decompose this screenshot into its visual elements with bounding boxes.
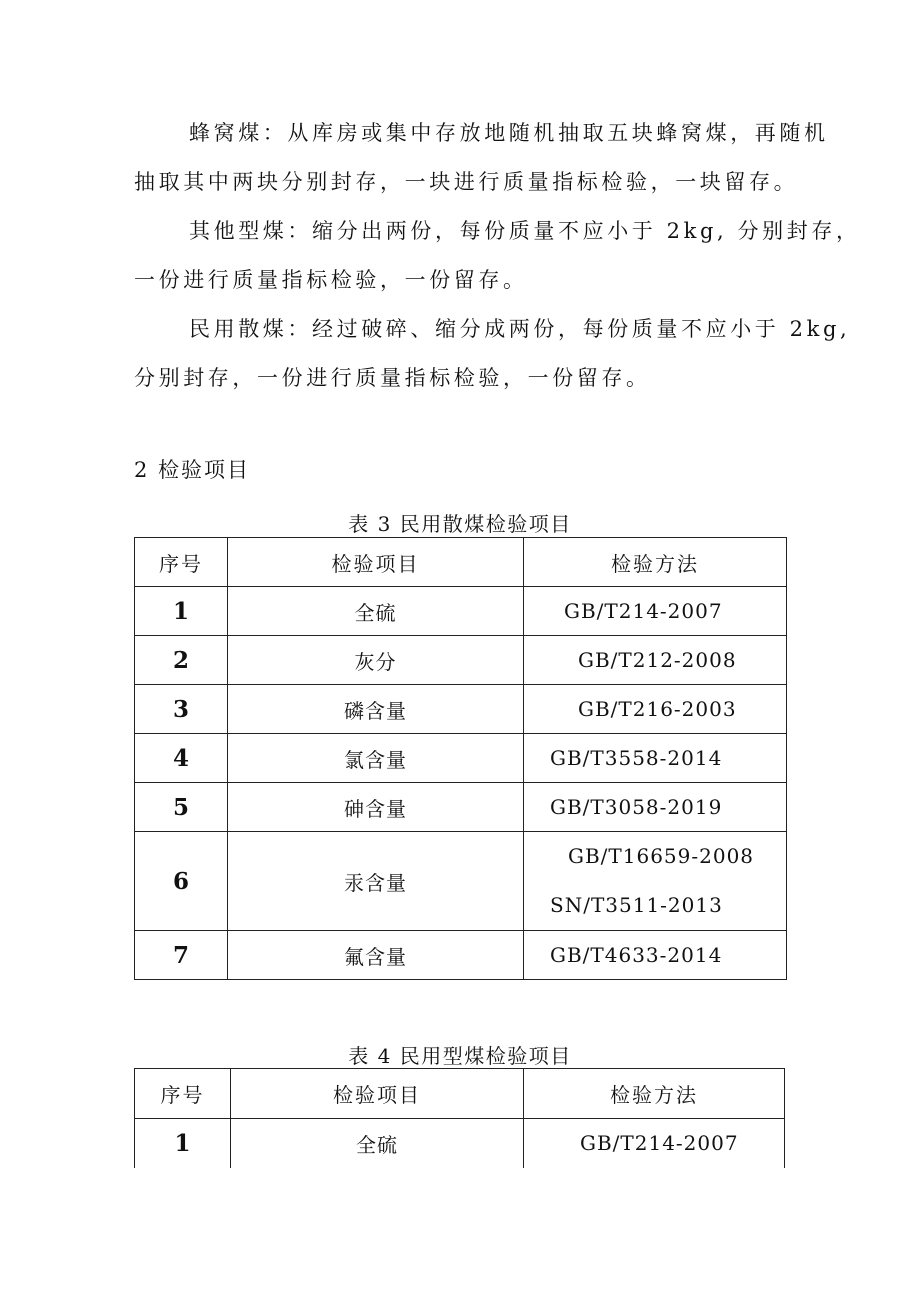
row-number: 3 bbox=[135, 685, 228, 734]
table3-caption: 表 3 民用散煤检验项目 bbox=[348, 512, 572, 536]
test-item: 磷含量 bbox=[228, 685, 524, 734]
row-number: 6 bbox=[135, 832, 228, 931]
test-item: 汞含量 bbox=[228, 832, 524, 931]
table4 bbox=[134, 1068, 785, 1168]
table3-header-no: 序号 bbox=[135, 538, 228, 587]
paragraph-honeycomb-line-2: 抽取其中两块分别封存，一块进行质量指标检验，一块留存。 bbox=[134, 170, 799, 194]
test-method: GB/T216-2003 bbox=[524, 685, 787, 734]
table3 bbox=[134, 537, 787, 980]
table4-header-item: 检验项目 bbox=[231, 1069, 524, 1119]
paragraph-loose-coal-line-2: 分别封存，一份进行质量指标检验，一份留存。 bbox=[134, 366, 651, 390]
test-method-line: GB/T16659-2008 bbox=[568, 844, 755, 868]
row-number: 5 bbox=[135, 783, 228, 832]
test-method: GB/T214-2007 bbox=[524, 1119, 785, 1168]
test-method: GB/T214-2007 bbox=[524, 587, 787, 636]
row-number: 2 bbox=[135, 636, 228, 685]
paragraph-other-briquette-line-2: 一份进行质量指标检验，一份留存。 bbox=[134, 268, 528, 292]
table-row bbox=[135, 783, 787, 832]
table-row bbox=[135, 1119, 785, 1168]
test-item: 全硫 bbox=[228, 587, 524, 636]
table-row bbox=[135, 685, 787, 734]
paragraph-other-briquette-line-1: 其他型煤：缩分出两份，每份质量不应小于 2kg, 分别封存， bbox=[189, 219, 861, 243]
table3-header-item: 检验项目 bbox=[228, 538, 524, 587]
table-row bbox=[135, 832, 787, 931]
table-row bbox=[135, 734, 787, 783]
table3-header-method: 检验方法 bbox=[524, 538, 787, 587]
paragraph-honeycomb-line-1: 蜂窝煤：从库房或集中存放地随机抽取五块蜂窝煤，再随机 bbox=[189, 121, 829, 145]
test-method: GB/T3558-2014 bbox=[524, 734, 787, 783]
table3-header-row bbox=[135, 538, 787, 587]
test-item: 全硫 bbox=[231, 1119, 524, 1168]
paragraph-loose-coal-line-1: 民用散煤：经过破碎、缩分成两份，每份质量不应小于 2kg, bbox=[189, 317, 851, 341]
test-item: 灰分 bbox=[228, 636, 524, 685]
row-number: 7 bbox=[135, 931, 228, 980]
table4-header-row bbox=[135, 1069, 785, 1119]
test-method: GB/T3058-2019 bbox=[524, 783, 787, 832]
section-heading: 2 检验项目 bbox=[134, 458, 251, 482]
row-number: 1 bbox=[135, 1119, 231, 1168]
table4-header-no: 序号 bbox=[135, 1069, 231, 1119]
table-row bbox=[135, 931, 787, 980]
test-method: GB/T4633-2014 bbox=[524, 931, 787, 980]
test-item: 砷含量 bbox=[228, 783, 524, 832]
row-number: 1 bbox=[135, 587, 228, 636]
table-row bbox=[135, 587, 787, 636]
table4-caption: 表 4 民用型煤检验项目 bbox=[348, 1044, 572, 1068]
test-method-line: SN/T3511-2013 bbox=[550, 893, 723, 917]
table4-header-method: 检验方法 bbox=[524, 1069, 785, 1119]
table-row bbox=[135, 636, 787, 685]
test-method: GB/T212-2008 bbox=[524, 636, 787, 685]
test-method bbox=[524, 832, 787, 931]
test-item: 氟含量 bbox=[228, 931, 524, 980]
row-number: 4 bbox=[135, 734, 228, 783]
test-item: 氯含量 bbox=[228, 734, 524, 783]
